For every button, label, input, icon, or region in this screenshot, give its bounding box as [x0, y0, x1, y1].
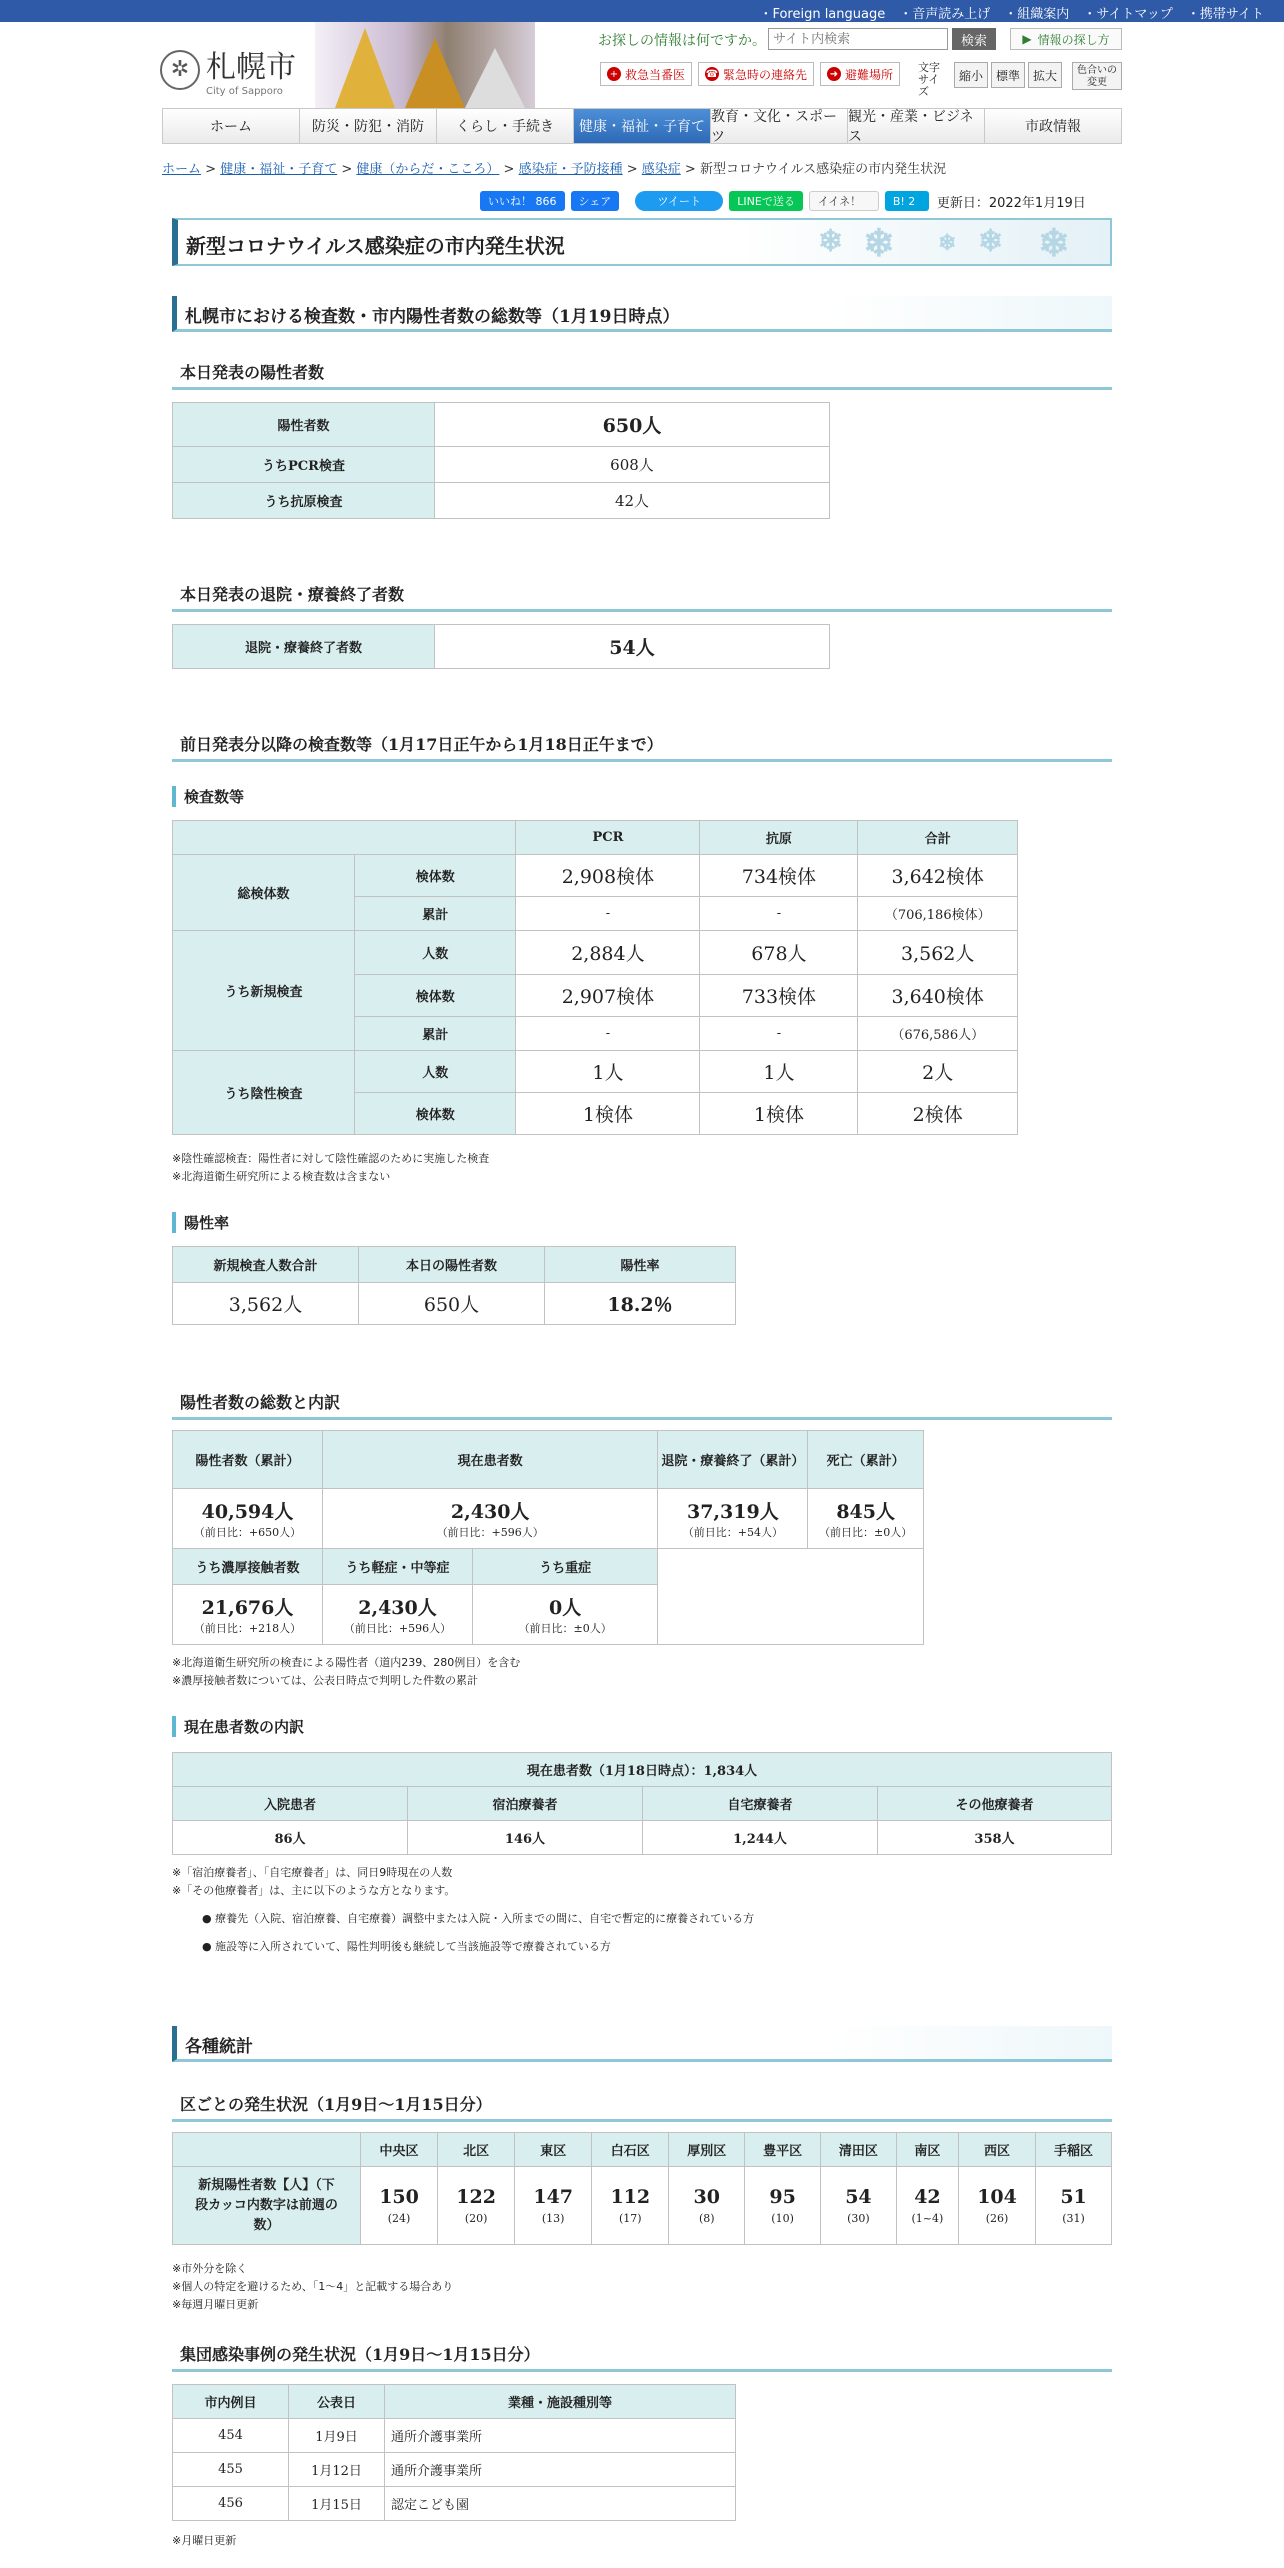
nav-living[interactable]: くらし・手続き	[437, 109, 574, 143]
table-cell: うちPCR検査	[173, 447, 435, 483]
table-cell: 37,319人 （前日比：+54人）	[658, 1489, 808, 1549]
table-cell: 2,430人 （前日比：+596人）	[323, 1489, 658, 1549]
list-item: ● 施設等に入所されていて、陽性判明後も継続して当該施設等で療養されている方	[202, 1940, 611, 1953]
table-header: うち濃厚接触者数	[173, 1549, 323, 1585]
positive-breakdown-heading: 陽性者数の総数と内訳	[172, 1386, 1112, 1420]
site-logo[interactable]	[160, 42, 296, 97]
evacuation-icon: ➜	[827, 67, 841, 81]
table-cell: 147 (13)	[515, 2167, 592, 2245]
snowflake-icon: ❄	[1038, 220, 1070, 265]
today-positive-table	[172, 402, 830, 519]
ward-notes	[172, 2260, 453, 2314]
mobile-site-link[interactable]: ・ 携帯サイト	[1187, 3, 1264, 22]
table-header: 東区	[515, 2133, 592, 2167]
crumb-infection[interactable]: 感染症	[641, 162, 681, 177]
play-arrow-icon: ▶	[1022, 32, 1032, 46]
today-positive-heading: 本日発表の陽性者数	[172, 356, 1112, 390]
header	[0, 22, 1284, 108]
table-cell: 122 (20)	[438, 2167, 515, 2245]
table-header: 中央区	[361, 2133, 438, 2167]
iine-button[interactable]: イイネ！	[809, 191, 879, 211]
table-cell: 104 (26)	[959, 2167, 1036, 2245]
table-cell: 54 (30)	[821, 2167, 897, 2245]
table-cell: 1検体	[516, 1093, 700, 1135]
table-header: 退院・療養終了（累計）	[658, 1431, 808, 1489]
table-cell: 42 (1~4)	[896, 2167, 958, 2245]
tests-subheading: 検査数等	[172, 786, 244, 807]
table-cell: 112 (17)	[592, 2167, 669, 2245]
table-header: 抗原	[700, 821, 858, 855]
note-line: ※北海道衛生研究所による検査数は含まない	[172, 1170, 391, 1183]
table-header: 陽性者数（累計）	[173, 1431, 323, 1489]
emergency-contact-button[interactable]: ☎ 緊急時の連絡先	[698, 62, 814, 86]
table-header: 陽性率	[545, 1247, 736, 1283]
note-line: ※市外分を除く	[172, 2262, 248, 2275]
table-cell: 2人	[858, 1051, 1018, 1093]
search-input[interactable]	[768, 28, 948, 50]
table-cell: うち抗原検査	[173, 483, 435, 519]
table-header: 現在患者数	[323, 1431, 658, 1489]
table-cell: 0人 （前日比：±0人）	[473, 1585, 658, 1645]
color-change-button[interactable]: 色合いの変更	[1072, 62, 1122, 90]
font-normal-button[interactable]: 標準	[991, 62, 1025, 88]
emergency-doctor-button[interactable]: + 救急当番医	[600, 62, 692, 86]
table-header: 宿泊療養者	[408, 1787, 643, 1821]
line-share-button[interactable]: LINEで送る	[729, 191, 803, 211]
note-line: ※「宿泊療養者」、「自宅療養者」は、同日9時現在の人数	[172, 1866, 453, 1879]
note-line: ※「その他療養者」は、主に以下のような方となります。	[172, 1884, 456, 1897]
table-cell: 650人	[435, 403, 830, 447]
section-heading-statistics: 各種統計	[172, 2026, 1112, 2062]
list-item: ● 療養先（入院、宿泊療養、自宅療養）調整中または入院・入所までの間に、自宅で暫定的に療養されている方	[202, 1912, 755, 1925]
table-header: 北区	[438, 2133, 515, 2167]
table-header: PCR	[516, 821, 700, 855]
positivity-subheading: 陽性率	[172, 1212, 229, 1233]
logo-name: 札幌市	[206, 50, 296, 85]
table-cell: 845人 （前日比：±0人）	[808, 1489, 924, 1549]
facebook-share-button[interactable]: シェア	[571, 191, 620, 211]
table-cell: 40,594人 （前日比：+650人）	[173, 1489, 323, 1549]
snowflake-icon: ❄	[863, 220, 895, 265]
table-cell: 1人	[700, 1051, 858, 1093]
tweet-button[interactable]: ツイート	[635, 191, 723, 211]
nav-tourism[interactable]: 観光・産業・ビジネス	[848, 109, 985, 143]
font-large-button[interactable]: 拡大	[1028, 62, 1062, 88]
search-guide-button[interactable]: ▶ 情報の探し方	[1010, 28, 1122, 50]
table-cell: 3,642検体	[858, 855, 1018, 897]
table-header: 死亡（累計）	[808, 1431, 924, 1489]
table-header: 豊平区	[745, 2133, 821, 2167]
sitemap-link[interactable]: ・ サイトマップ	[1083, 3, 1173, 22]
table-cell: 51 (31)	[1036, 2167, 1112, 2245]
table-row: 455 1月12日 通所介護事業所	[173, 2453, 736, 2487]
social-bar	[480, 191, 1086, 211]
table-cell: 2,907検体	[516, 975, 700, 1017]
table-cell: 608人	[435, 447, 830, 483]
table-row-header: 総検体数	[173, 855, 355, 931]
table-cell: 3,640検体	[858, 975, 1018, 1017]
section-heading-totals: 札幌市における検査数・市内陽性者数の総数等（1月19日時点）	[172, 296, 1112, 332]
note-line: ※濃厚接触者数については、公表日時点で判明した件数の累計	[172, 1674, 478, 1687]
table-cell: 2,908検体	[516, 855, 700, 897]
table-header: 自宅療養者	[643, 1787, 878, 1821]
recovered-heading: 本日発表の退院・療養終了者数	[172, 578, 1112, 612]
current-patients-subheading: 現在患者数の内訳	[172, 1716, 304, 1737]
table-cell: 累計	[355, 897, 516, 931]
table-cell: 人数	[355, 931, 516, 975]
organization-link[interactable]: ・ 組織案内	[1004, 3, 1069, 22]
note-line: ※毎週月曜日更新	[172, 2298, 259, 2311]
header-banner-image	[315, 22, 535, 108]
table-header: 本日の陽性者数	[359, 1247, 545, 1283]
table-header: 西区	[959, 2133, 1036, 2167]
table-header: 入院患者	[173, 1787, 408, 1821]
snowflake-icon: ❄	[938, 230, 957, 256]
nav-education[interactable]: 教育・文化・スポーツ	[711, 109, 848, 143]
table-cell: 検体数	[355, 975, 516, 1017]
table-cell: 18.2％	[545, 1283, 736, 1325]
table-cell: 678人	[700, 931, 858, 975]
table-row-header: 新規陽性者数【人】（下段カッコ内数字は前週の数）	[173, 2167, 361, 2245]
table-header: 白石区	[592, 2133, 669, 2167]
font-small-button[interactable]: 縮小	[954, 62, 988, 88]
breakdown-notes	[172, 1654, 520, 1690]
crumb-infection-vaccine[interactable]: 感染症・予防接種	[518, 162, 623, 177]
current-patients-table	[172, 1752, 1112, 1855]
recovered-table	[172, 624, 830, 669]
table-cell: 退院・療養終了者数	[173, 625, 435, 669]
nav-government[interactable]: 市政情報	[1025, 119, 1081, 135]
cross-icon: +	[607, 67, 621, 81]
table-cell: 54人	[435, 625, 830, 669]
crumb-body-mind[interactable]: 健康（からだ・こころ）	[356, 162, 500, 177]
table-cell: 陽性者数	[173, 403, 435, 447]
table-row-header: うち陰性検査	[173, 1051, 355, 1135]
table-cell: 1人	[516, 1051, 700, 1093]
table-cell: -	[700, 897, 858, 931]
nav-home[interactable]: ホーム	[163, 109, 300, 143]
previous-tests-heading: 前日発表分以降の検査数等（1月17日正午から1月18日正午まで）	[172, 728, 1112, 762]
table-cell: 358人	[878, 1821, 1112, 1855]
facebook-like-button[interactable]: いいね！ 866	[480, 191, 565, 211]
table-cell: 733検体	[700, 975, 858, 1017]
breadcrumb: ホーム > 健康・福祉・子育て > 健康（からだ・こころ） > 感染症・予防接種 > 感染症 > 新型コロナウイルス感染症の市内発生状況	[162, 162, 947, 177]
voice-reading-link[interactable]: ・ 音声読み上げ	[899, 3, 990, 22]
table-cell: -	[516, 897, 700, 931]
table-header: 南区	[896, 2133, 958, 2167]
snowflake-icon: ❄	[818, 224, 844, 259]
ward-heading: 区ごとの発生状況（1月9日～1月15日分）	[172, 2088, 1112, 2122]
table-cell: 2検体	[858, 1093, 1018, 1135]
table-cell: 30 (8)	[669, 2167, 745, 2245]
note-line: ※北海道衛生研究所の検査による陽性者（道内239、280例目）を含む	[172, 1656, 521, 1669]
note-line: ※陰性確認検査：陽性者に対して陰性確認のために実施した検査	[172, 1152, 490, 1165]
note-line: ※個人の特定を避けるため、「1～4」と記載する場合あり	[172, 2280, 454, 2293]
table-cell: 2,430人 （前日比：+596人）	[323, 1585, 473, 1645]
positive-breakdown-table	[172, 1430, 924, 1645]
table-cell: 3,562人	[173, 1283, 359, 1325]
table-cell: （706,186検体）	[858, 897, 1018, 931]
search-prompt: お探しの情報は何ですか。	[598, 33, 766, 49]
table-cell: 734検体	[700, 855, 858, 897]
cluster-note: ※月曜日更新	[172, 2534, 237, 2547]
table-cell: 検体数	[355, 855, 516, 897]
table-cell: -	[700, 1017, 858, 1051]
crumb-home[interactable]: ホーム	[162, 162, 202, 177]
table-cell: 21,676人 （前日比：+218人）	[173, 1585, 323, 1645]
global-nav	[162, 108, 1122, 144]
positivity-table	[172, 1246, 736, 1325]
font-size-label: 文字サイズ	[918, 61, 940, 98]
cluster-table	[172, 2384, 736, 2521]
foreign-language-link[interactable]: ・ Foreign language	[759, 3, 885, 22]
table-cell: 1検体	[700, 1093, 858, 1135]
table-row-header: うち新規検査	[173, 931, 355, 1051]
search-button[interactable]: 検索	[952, 28, 996, 50]
table-header: 公表日	[289, 2385, 385, 2419]
logo-sub: City of Sapporo	[206, 86, 283, 97]
table-header: 手稲区	[1036, 2133, 1112, 2167]
table-cell: 3,562人	[858, 931, 1018, 975]
evacuation-site-button[interactable]: ➜ 避難場所	[820, 62, 900, 86]
top-bar	[0, 0, 1284, 22]
snowflake-icon: ❄	[978, 224, 1004, 259]
table-header: 現在患者数（1月18日時点）：1,834人	[173, 1753, 1112, 1787]
tests-notes	[172, 1150, 489, 1186]
table-cell: 146人	[408, 1821, 643, 1855]
table-cell: 42人	[435, 483, 830, 519]
page-title: 新型コロナウイルス感染症の市内発生状況	[186, 234, 565, 258]
table-header: うち重症	[473, 1549, 658, 1585]
table-cell: 人数	[355, 1051, 516, 1093]
crumb-health[interactable]: 健康・福祉・子育て	[220, 162, 338, 177]
updated-date: 更新日：2022年1月19日	[936, 195, 1086, 211]
table-cell: 650人	[359, 1283, 545, 1325]
table-row: 454 1月9日 通所介護事業所	[173, 2419, 736, 2453]
nav-health[interactable]: 健康・福祉・子育て	[574, 109, 711, 143]
table-header: 合計	[858, 821, 1018, 855]
ward-table	[172, 2132, 1112, 2245]
hatena-bookmark-button[interactable]: B! 2	[885, 191, 929, 211]
crumb-current: 新型コロナウイルス感染症の市内発生状況	[699, 162, 947, 177]
table-cell: 検体数	[355, 1093, 516, 1135]
current-patients-notes	[172, 1864, 754, 1956]
page-title-box	[172, 218, 1112, 266]
table-cell: （676,586人）	[858, 1017, 1018, 1051]
table-cell: 1,244人	[643, 1821, 878, 1855]
table-header: 新規検査人数合計	[173, 1247, 359, 1283]
table-cell: 95 (10)	[745, 2167, 821, 2245]
table-header: うち軽症・中等症	[323, 1549, 473, 1585]
table-header: 市内例目	[173, 2385, 289, 2419]
city-emblem-icon: ✲	[160, 50, 200, 90]
nav-disaster[interactable]: 防災・防犯・消防	[300, 109, 437, 143]
table-header: 業種・施設種別等	[385, 2385, 736, 2419]
phone-icon: ☎	[705, 68, 719, 80]
table-header: 厚別区	[669, 2133, 745, 2167]
cluster-heading: 集団感染事例の発生状況（1月9日～1月15日分）	[172, 2338, 1112, 2372]
tests-table	[172, 820, 1018, 1135]
table-cell: 86人	[173, 1821, 408, 1855]
table-cell: -	[516, 1017, 700, 1051]
table-header: その他療養者	[878, 1787, 1112, 1821]
table-header: 清田区	[821, 2133, 897, 2167]
table-cell: 150 (24)	[361, 2167, 438, 2245]
table-row: 456 1月15日 認定こども園	[173, 2487, 736, 2521]
table-cell: 2,884人	[516, 931, 700, 975]
table-cell: 累計	[355, 1017, 516, 1051]
